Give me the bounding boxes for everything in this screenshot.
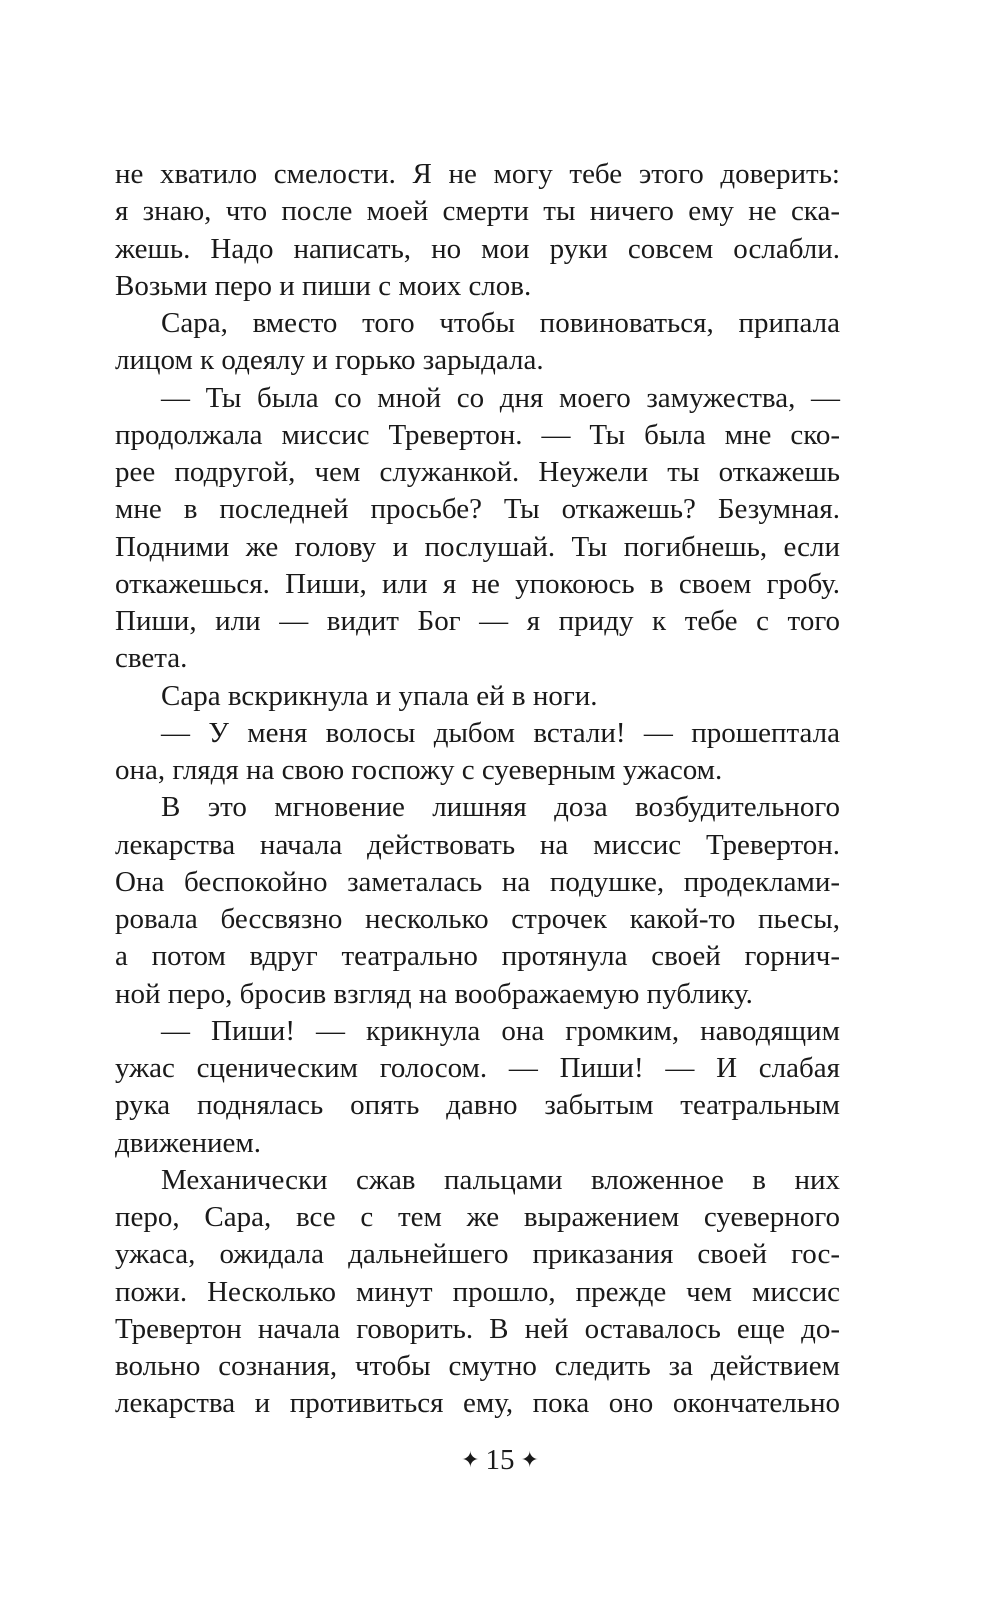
page-number [0, 1442, 1000, 1479]
body-text [115, 156, 840, 1423]
text-line: лекарства и противиться ему, пока оно окончательно [115, 1387, 840, 1420]
text-line-paragraph-end: движением. [115, 1126, 262, 1159]
text-line-paragraph-start: — Ты была со мной со дня моего замужества, — [161, 381, 840, 414]
text-line: пожи. Несколько минут прошло, прежде чем миссис [115, 1275, 840, 1308]
text-line-paragraph-start: Сара, вместо того чтобы повиноваться, припала [161, 307, 840, 339]
text-line: Тревертон начала говорить. В ней оставалось еще до- [115, 1312, 840, 1345]
text-line: рее подругой, чем служанкой. Неужели ты откажешь [115, 456, 840, 488]
text-line: ужас сценическим голосом. — Пиши! — И слабая [115, 1052, 840, 1084]
text-line: не хватило смелости. Я не могу тебе этого доверить: [115, 158, 840, 190]
text-line: а потом вдруг театрально протянула своей горнич- [115, 940, 840, 973]
star-ornament-icon: ✦ [520, 1448, 539, 1473]
text-line-paragraph-start: — У меня волосы дыбом встали! — прошептала [161, 716, 840, 749]
text-line: ровала бессвязно несколько строчек какой-то пьесы, [115, 903, 840, 935]
text-line-paragraph-single: Сара вскрикнула и упала ей в ноги. [161, 679, 598, 712]
star-ornament-icon: ✦ [461, 1448, 480, 1473]
text-line-paragraph-start: — Пиши! — крикнула она громким, наводящим [161, 1014, 840, 1047]
text-line: жешь. Надо написать, но мои руки совсем ослабли. [115, 232, 840, 265]
text-line: мне в последней просьбе? Ты откажешь? Безумная. [115, 493, 840, 526]
text-line-paragraph-end: она, глядя на свою госпожу с суеверным ужасом. [115, 754, 723, 786]
text-line: лекарства начала действовать на миссис Тревертон. [115, 828, 840, 861]
text-line-paragraph-end: лицом к одеялу и горько зарыдала. [115, 344, 544, 377]
text-line-paragraph-start: Механически сжав пальцами вложенное в них [161, 1163, 840, 1196]
text-line: перо, Сара, все с тем же выражением суеверного [115, 1201, 840, 1233]
text-line: рука поднялась опять давно забытым театральным [115, 1089, 840, 1122]
text-line: откажешься. Пиши, или я не упокоюсь в своем гробу. [115, 567, 840, 600]
text-line: Она беспокойно заметалась на подушке, продеклами- [115, 865, 840, 898]
text-line: вольно сознания, чтобы смутно следить за действием [115, 1350, 840, 1382]
text-line-paragraph-start: В это мгновение лишняя доза возбудительного [161, 791, 840, 824]
text-line-paragraph-end: света. [115, 642, 188, 675]
text-line: я знаю, что после моей смерти ты ничего ему не ска- [115, 195, 840, 228]
text-line: Пиши, или — видит Бог — я приду к тебе с того [115, 605, 840, 637]
text-line-paragraph-end: Возьми перо и пиши с моих слов. [115, 269, 532, 302]
text-line: продолжала миссис Тревертон. — Ты была мне ско- [115, 418, 840, 451]
page-number-value: 15 [485, 1444, 515, 1476]
text-line-paragraph-end: ной перо, бросив взгляд на воображаемую публику. [115, 977, 753, 1010]
text-line: Подними же голову и послушай. Ты погибнешь, если [115, 530, 840, 563]
text-line: ужаса, ожидала дальнейшего приказания своей гос- [115, 1238, 840, 1271]
